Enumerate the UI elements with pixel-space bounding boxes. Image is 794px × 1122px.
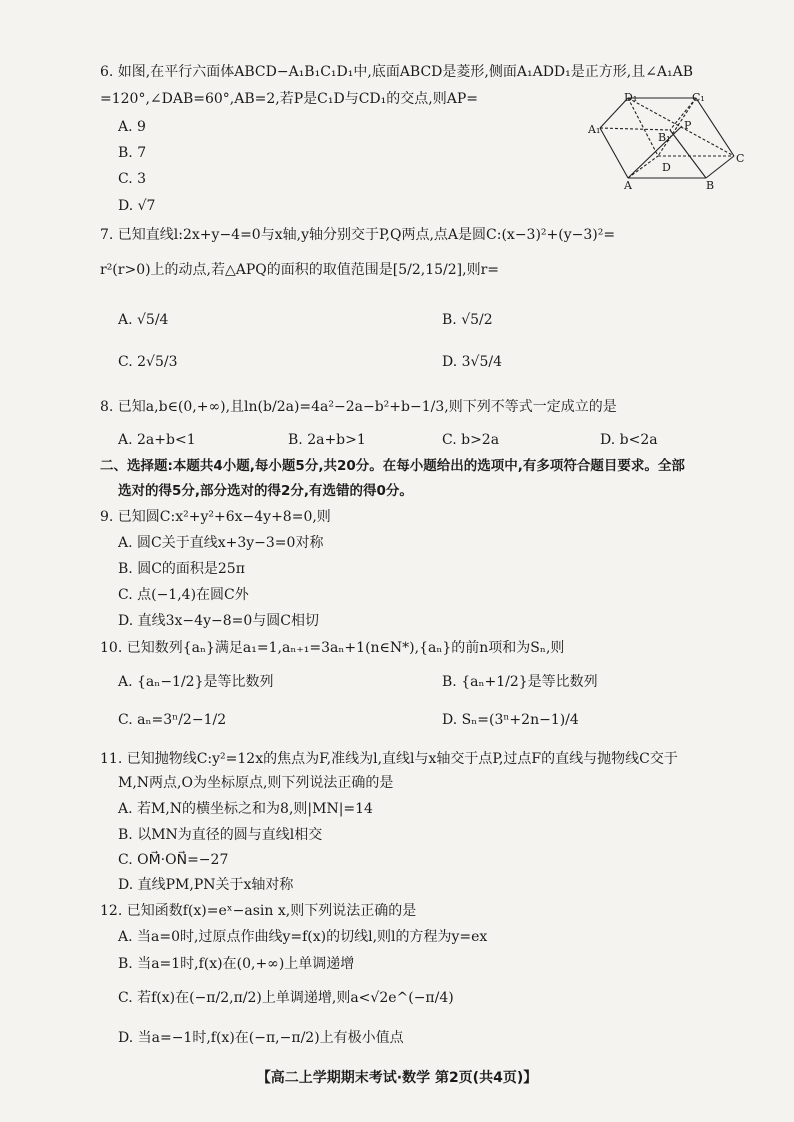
fig-label-d: D <box>662 161 671 174</box>
fig-label-a: A <box>624 179 632 192</box>
q10-option-c: C. aₙ=3ⁿ/2−1/2 <box>118 712 227 728</box>
q9-stem: 9. 已知圆C:x²+y²+6x−4y+8=0,则 <box>100 509 331 525</box>
q6-stem-line1: 6. 如图,在平行六面体ABCD−A₁B₁C₁D₁中,底面ABCD是菱形,侧面A₁ADD₁是正方形,且∠A₁AB <box>100 64 694 80</box>
q6-option-b: B. 7 <box>118 145 147 161</box>
q8-option-b: B. 2a+b>1 <box>288 432 366 448</box>
fig-label-d1: D₁ <box>624 91 638 104</box>
q7-option-b: B. √5/2 <box>442 312 493 328</box>
page-footer: 【高二上学期期末考试·数学 第2页(共4页)】 <box>256 1070 538 1086</box>
q10-stem: 10. 已知数列{aₙ}满足a₁=1,aₙ₊₁=3aₙ+1(n∈N*),{aₙ}的前n项和为Sₙ,则 <box>100 640 565 656</box>
q12-option-a: A. 当a=0时,过原点作曲线y=f(x)的切线l,则l的方程为y=ex <box>118 929 488 945</box>
q8-option-c: C. b>2a <box>442 432 500 448</box>
q9-option-a: A. 圆C关于直线x+3y−3=0对称 <box>118 535 324 551</box>
q7-option-a: A. √5/4 <box>118 312 169 328</box>
q8-option-d: D. b<2a <box>600 432 658 448</box>
q11-option-a: A. 若M,N的横坐标之和为8,则|MN|=14 <box>118 801 373 817</box>
q7-stem-line1: 7. 已知直线l:2x+y−4=0与x轴,y轴分别交于P,Q两点,点A是圆C:(x−3)²+(y−3)²= <box>100 227 616 243</box>
section2-title-line1: 二、选择题:本题共4小题,每小题5分,共20分。在每小题给出的选项中,有多项符合题目要求。全部 <box>100 458 685 474</box>
q11-option-d: D. 直线PM,PN关于x轴对称 <box>118 877 294 893</box>
q6-option-d: D. √7 <box>118 198 156 214</box>
q7-option-d: D. 3√5/4 <box>442 354 502 370</box>
fig-label-c1: C₁ <box>692 91 705 104</box>
fig-label-a1: A₁ <box>588 123 601 136</box>
q11-stem-line1: 11. 已知抛物线C:y²=12x的焦点为F,准线为l,直线l与x轴交于点P,过点F的直线与抛物线C交于 <box>100 751 678 767</box>
q9-option-d: D. 直线3x−4y−8=0与圆C相切 <box>118 613 319 629</box>
q12-option-b: B. 当a=1时,f(x)在(0,+∞)上单调递增 <box>118 956 355 972</box>
q11-stem-line2: M,N两点,O为坐标原点,则下列说法正确的是 <box>118 775 394 791</box>
q12-option-d: D. 当a=−1时,f(x)在(−π,−π/2)上有极小值点 <box>118 1030 404 1046</box>
fig-label-b1: B₁ <box>658 131 671 144</box>
q11-option-b: B. 以MN为直径的圆与直线l相交 <box>118 827 323 843</box>
q8-option-a: A. 2a+b<1 <box>118 432 196 448</box>
section2-title-line2: 选对的得5分,部分选对的得2分,有选错的得0分。 <box>118 483 413 499</box>
q6-option-c: C. 3 <box>118 171 147 187</box>
fig-label-c: C <box>736 152 745 165</box>
q7-stem-line2: r²(r>0)上的动点,若△APQ的面积的取值范围是[5/2,15/2],则r= <box>100 262 499 278</box>
q8-stem: 8. 已知a,b∈(0,+∞),且ln(b/2a)=4a²−2a−b²+b−1/3,则下列不等式一定成立的是 <box>100 399 617 415</box>
q7-option-c: C. 2√5/3 <box>118 354 178 370</box>
q12-stem: 12. 已知函数f(x)=eˣ−asin x,则下列说法正确的是 <box>100 903 417 919</box>
q9-option-b: B. 圆C的面积是25π <box>118 561 245 577</box>
q6-option-a: A. 9 <box>118 119 146 135</box>
fig-label-b: B <box>706 179 715 192</box>
q9-option-c: C. 点(−1,4)在圆C外 <box>118 587 249 603</box>
q10-option-b: B. {aₙ+1/2}是等比数列 <box>442 674 598 690</box>
q12-option-c: C. 若f(x)在(−π/2,π/2)上单调递增,则a<√2e^(−π/4) <box>118 990 454 1006</box>
q10-option-a: A. {aₙ−1/2}是等比数列 <box>118 674 274 690</box>
q10-option-d: D. Sₙ=(3ⁿ+2n−1)/4 <box>442 712 579 728</box>
fig-label-p: P <box>684 119 692 132</box>
q6-stem-line2: =120°,∠DAB=60°,AB=2,若P是C₁D与CD₁的交点,则AP= <box>100 91 478 107</box>
q11-option-c: C. OM⃗·ON⃗=−27 <box>118 852 229 868</box>
